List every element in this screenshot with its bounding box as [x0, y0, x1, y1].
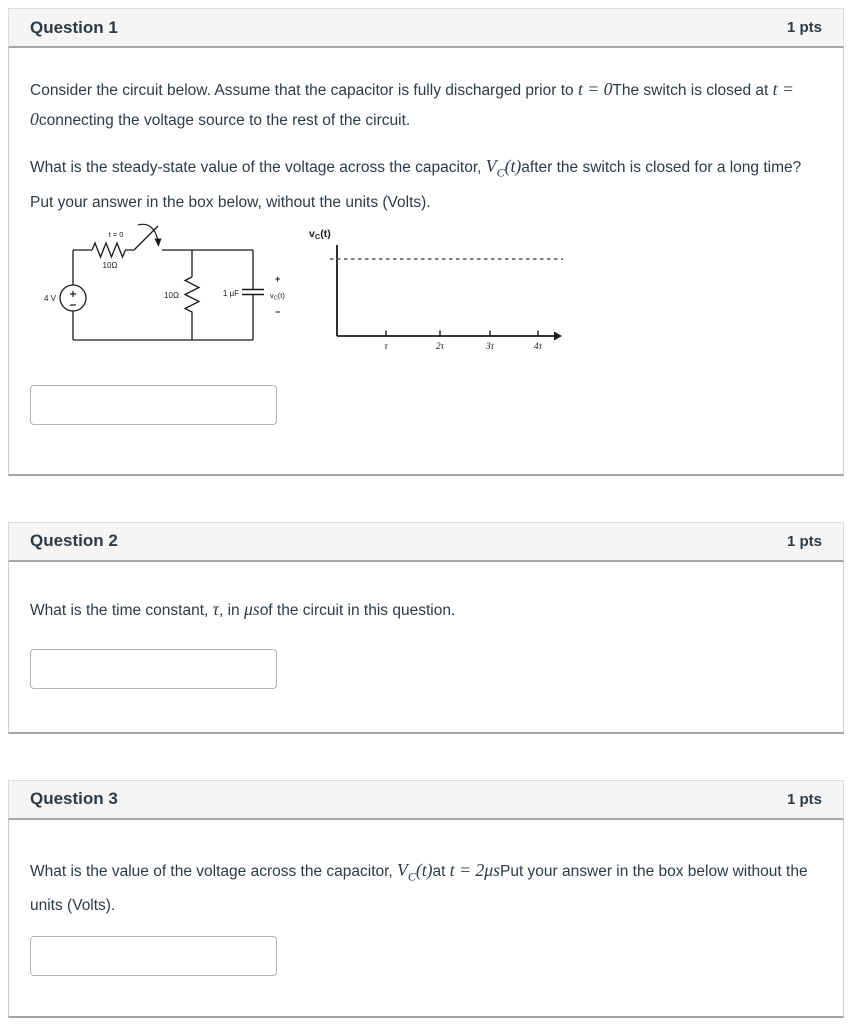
question-3-body: [8, 820, 844, 1019]
series-resistor-label: 10Ω: [102, 260, 118, 270]
tick-label-2tau: 2τ: [435, 341, 445, 352]
question-block-2: [8, 522, 844, 734]
parallel-resistor-symbol: [185, 277, 199, 340]
cap-polarity-plus: +: [275, 273, 281, 284]
capacitor-value-label: 1 μF: [222, 288, 239, 298]
question-3-points: 1 pts: [786, 790, 822, 808]
question-2-paragraph-1: What is the time constant, τ, in μsof the circuit in this question.: [30, 598, 456, 619]
question-block-1: [8, 8, 844, 476]
question-2-title: Question 2: [30, 531, 118, 551]
question-1-answer-input[interactable]: [30, 385, 277, 425]
graph-y-axis-label: vC(t): [309, 227, 331, 241]
question-1-points: 1 pts: [786, 19, 822, 36]
circuit-figure-svg: [30, 221, 580, 361]
vc-graph: [309, 228, 563, 352]
parallel-resistor-label: 10Ω: [164, 290, 179, 300]
question-2-body: [8, 562, 844, 734]
tick-label-tau: τ: [384, 341, 388, 352]
question-1-paragraph-1: Consider the circuit below. Assume that the capacitor is fully discharged prior to t = 0The switch is closed at t = 0connecting the voltage source to the rest of the circuit.: [30, 79, 794, 129]
question-1-body: [8, 48, 844, 476]
circuit-and-graph-figure: [30, 221, 822, 361]
series-resistor-symbol: [92, 243, 134, 257]
cap-voltage-label: $v_C(t)$: [270, 290, 285, 302]
switch-symbol: [134, 224, 162, 250]
capacitor-symbol: [242, 250, 264, 340]
source-voltage-label: 4 V: [43, 293, 56, 303]
question-3-answer-input[interactable]: [30, 936, 277, 976]
switch-time-label: t = 0: [108, 229, 124, 239]
question-block-3: [8, 780, 844, 1019]
question-1-title: Question 1: [30, 17, 118, 37]
circuit-diagram: [60, 224, 264, 340]
question-2-points: 1 pts: [786, 532, 822, 550]
question-3-header: [8, 780, 844, 820]
source-plus-icon: [70, 291, 76, 297]
question-3-paragraph-1: What is the value of the voltage across the capacitor, $V_C(t)at$ t = 2μsPut your answer in the box below without the units (Volts).: [30, 859, 808, 915]
tick-label-3tau: 3τ: [485, 341, 495, 352]
question-3-title: Question 3: [30, 789, 118, 809]
cap-polarity-minus: −: [275, 306, 281, 317]
question-2-header: [8, 522, 844, 562]
question-1-paragraph-2: What is the steady-state value of the voltage across the capacitor, $V_C(t)after$ the switch is closed for a long time? Put your answer in the box below, without the units (Volts).: [30, 156, 802, 211]
question-2-answer-input[interactable]: [30, 649, 277, 689]
x-axis-arrow-icon: [554, 331, 562, 340]
tick-label-4tau: 4τ: [533, 341, 543, 352]
voltage-source-symbol: [60, 285, 86, 311]
question-1-header: [8, 8, 844, 48]
